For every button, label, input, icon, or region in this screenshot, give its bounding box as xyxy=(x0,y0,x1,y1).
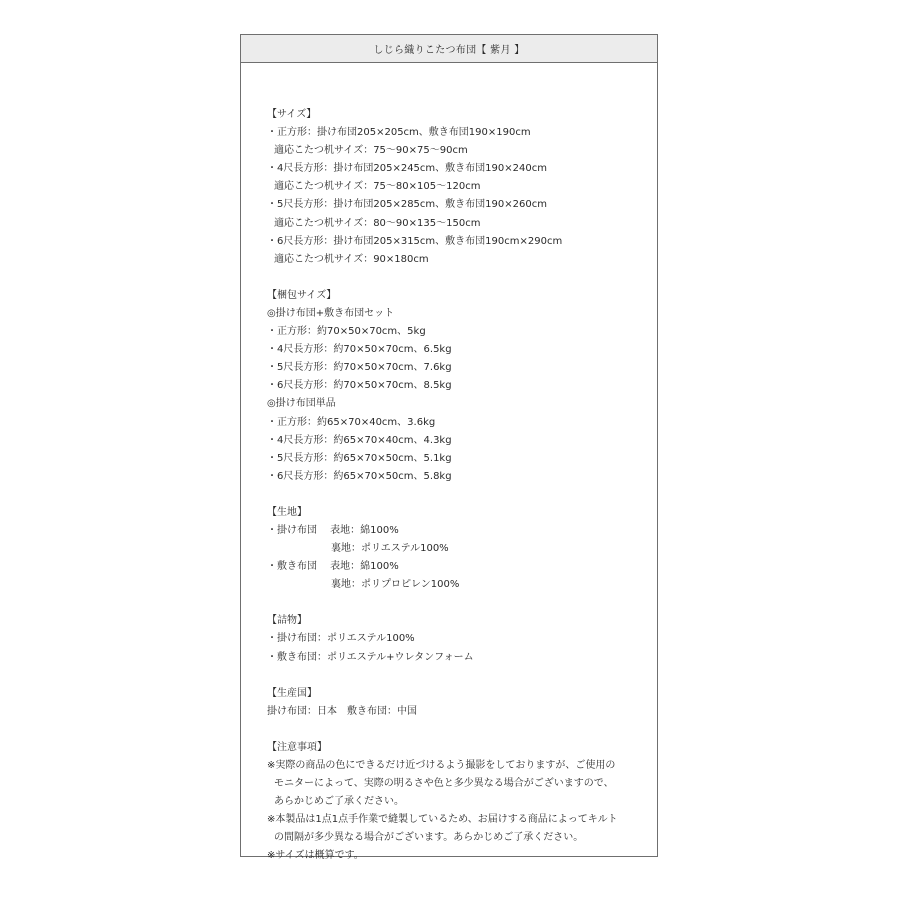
spec-line: 裏地：ポリプロピレン100% xyxy=(331,579,460,591)
spec-line: 適応こたつ机サイズ：90×180cm xyxy=(274,253,429,265)
spec-line: ・4尺長方形：約65×70×40cm、4.3kg xyxy=(267,434,452,446)
spec-line: ・5尺長方形：約65×70×50cm、5.1kg xyxy=(267,452,452,464)
spec-line: モニターによって、実際の明るさや色と多少異なる場合がございますので、 xyxy=(274,778,614,789)
spec-line: ・6尺長方形：約65×70×50cm、5.8kg xyxy=(267,470,452,482)
spec-line: の間隔が多少異なる場合がございます。あらかじめご了承ください。 xyxy=(274,832,584,844)
spec-section xyxy=(267,685,657,721)
spec-line: ・掛け布団 表地：綿100% xyxy=(267,524,399,536)
spec-section xyxy=(267,739,657,866)
spec-line: ・敷き布団 表地：綿100% xyxy=(267,561,399,573)
spec-line: 掛け布団：日本 敷き布団：中国 xyxy=(267,705,417,717)
panel-title: しじら織りこたつ布団【 紫月 】 xyxy=(241,35,657,63)
spec-line: 適応こたつ机サイズ：80〜90×135〜150cm xyxy=(274,217,481,229)
spec-line: ・6尺長方形：掛け布団205×315cm、敷き布団190cm×290cm xyxy=(267,235,563,247)
spec-section xyxy=(267,106,657,269)
spec-line: ・4尺長方形：約70×50×70cm、6.5kg xyxy=(267,344,452,356)
spec-line: ・5尺長方形：掛け布団205×285cm、敷き布団190×260cm xyxy=(267,199,547,211)
spec-section xyxy=(267,504,657,594)
spec-line: ※サイズは概算です。 xyxy=(267,850,364,862)
section-heading: 【生地】 xyxy=(267,506,307,518)
section-heading: 【梱包サイズ】 xyxy=(267,289,337,301)
spec-panel xyxy=(240,34,658,862)
section-heading: 【注意事項】 xyxy=(267,741,327,753)
spec-line: ※実際の商品の色にできるだけ近づけるよう撮影をしておりますが、ご使用の xyxy=(267,759,616,771)
spec-line: ◎掛け布団単品 xyxy=(267,398,336,410)
spec-line: 適応こたつ机サイズ：75〜80×105〜120cm xyxy=(274,181,481,193)
spec-line: ・正方形：約70×50×70cm、5kg xyxy=(267,326,426,338)
spec-line: 適応こたつ机サイズ：75〜90×75〜90cm xyxy=(274,145,468,157)
spec-line: ・正方形：約65×70×40cm、3.6kg xyxy=(267,416,436,428)
spec-line: 裏地：ポリエステル100% xyxy=(331,543,449,555)
spec-line: ※本製品は1点1点手作業で縫製しているため、お届けする商品によってキルト xyxy=(267,814,618,826)
spec-line: ・掛け布団：ポリエステル100% xyxy=(267,633,415,645)
spec-line: ・正方形：掛け布団205×205cm、敷き布団190×190cm xyxy=(267,127,531,139)
spec-line: ・4尺長方形：掛け布団205×245cm、敷き布団190×240cm xyxy=(267,163,547,175)
section-heading: 【生産国】 xyxy=(267,687,317,699)
spec-line: あらかじめご了承ください。 xyxy=(274,796,404,808)
spec-section xyxy=(267,287,657,486)
spec-section xyxy=(267,612,657,666)
section-heading: 【サイズ】 xyxy=(267,109,317,120)
section-heading: 【詰物】 xyxy=(267,615,307,627)
spec-line: ・敷き布団：ポリエステル+ウレタンフォーム xyxy=(267,651,474,663)
spec-line: ・6尺長方形：約70×50×70cm、8.5kg xyxy=(267,380,452,392)
spec-body xyxy=(241,63,657,865)
spec-line: ◎掛け布団+敷き布団セット xyxy=(267,307,395,319)
spec-line: ・5尺長方形：約70×50×70cm、7.6kg xyxy=(267,362,452,374)
